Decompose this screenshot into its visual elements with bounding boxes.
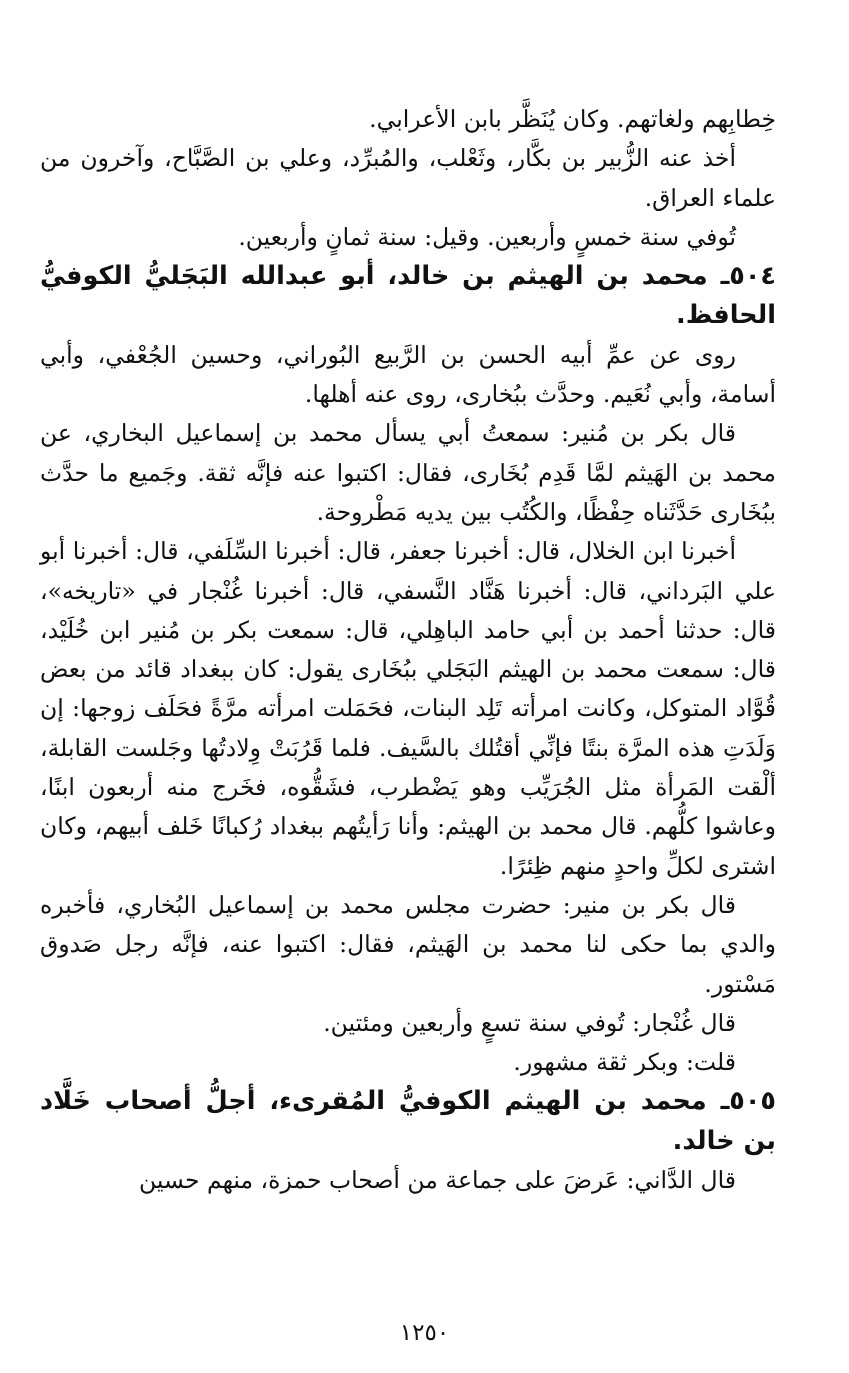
- paragraph: قال بكر بن منير: حضرت مجلس محمد بن إسماعيل البُخاري، فأخبره والدي بما حكى لنا محمد بن الهَيثم، فقال: اكتبوا عنه، فإنَّه رجل صَدوق مَسْتور.: [40, 890, 776, 998]
- paragraph: قال الدَّاني: عَرضَ على جماعة من أصحاب حمزة، منهم حسين: [139, 1166, 736, 1195]
- page-number: ١٢٥٠: [399, 1320, 450, 1346]
- paragraph: أخبرنا ابن الخلال، قال: أخبرنا جعفر، قال: أخبرنا السِّلَفي، قال: أخبرنا أبو علي البَرداني، قال: أخبرنا هَنَّاد النَّسفي، قال: أخبرنا غُنْجار في «تاريخه»، قال: حدثنا أحمد بن أبي حامد الباهِلي، قال: سمعت بكر بن مُنير ابن خُلَيْد، قال: سمعت محمد بن الهيثم البَجَلي ببُخَارى يقول: كان ببغداد قائد من بعض قُوَّاد المتوكل، وكانت امرأته تَلِد البنات، فحَمَلت امرأته مرَّةً فحَلَف زوجها: إن وَلَدَتِ هذه المرَّة بنتًا فإنِّي أقتُلك بالسَّيف. فلما قَرُبَتْ وِلادتُها وجَلست القابلة، ألْقت المَرأة مثل الجُرَيِّب وهو يَضْطرب، فشَقُّوه، فخَرج منه أربعون ابنًا، وعاشوا كلُّهم. قال محمد بن الهيثم: وأنا رَأيتُهم ببغداد رُكبانًا خَلف أبيهم، وكان اشترى لكلِّ واحدٍ منهم ظِئرًا.: [40, 537, 776, 880]
- paragraph: روى عن عمِّ أبيه الحسن بن الرَّبيع البُوراني، وحسين الجُعْفي، وأبي أسامة، وأبي نُعَيم. وحدَّث ببُخارى، روى عنه أهلها.: [40, 340, 776, 409]
- paragraph: قال غُنْجار: تُوفي سنة تسعٍ وأربعين ومئتين.: [323, 1008, 736, 1037]
- paragraph: تُوفي سنة خمسٍ وأربعين. وقيل: سنة ثمانٍ وأربعين.: [238, 222, 736, 251]
- paragraph-continuation: خِطابِهم ولغاتهم. وكان يُنَظَّر بابن الأعرابي.: [369, 105, 776, 133]
- page-text: [40, 100, 776, 1200]
- paragraph: قال بكر بن مُنير: سمعتُ أبي يسأل محمد بن إسماعيل البخاري، عن محمد بن الهَيثم لمَّا قَدِم بُخَارى، فقال: اكتبوا عنه فإنَّه ثقة. وجَميع ما حدَّث ببُخَارى حَدَّثَناه حِفْظًا، والكُتُب بين يديه مَطْروحة.: [40, 419, 776, 526]
- entry-heading-505: ٥٠٥ـ محمد بن الهيثم الكوفيُّ المُقرىء، أجلُّ أصحاب خَلَّاد بن خالد.: [40, 1086, 776, 1156]
- paragraph: أخذ عنه الزُّبير بن بكَّار، وثَعْلب، والمُبرِّد، وعلي بن الصَّبَّاح، وآخرون من علماء العراق.: [40, 144, 776, 212]
- paragraph: قلت: وبكر ثقة مشهور.: [513, 1048, 736, 1077]
- entry-heading-504: ٥٠٤ـ محمد بن الهيثم بن خالد، أبو عبدالله البَجَليُّ الكوفيُّ الحافظ.: [40, 261, 776, 331]
